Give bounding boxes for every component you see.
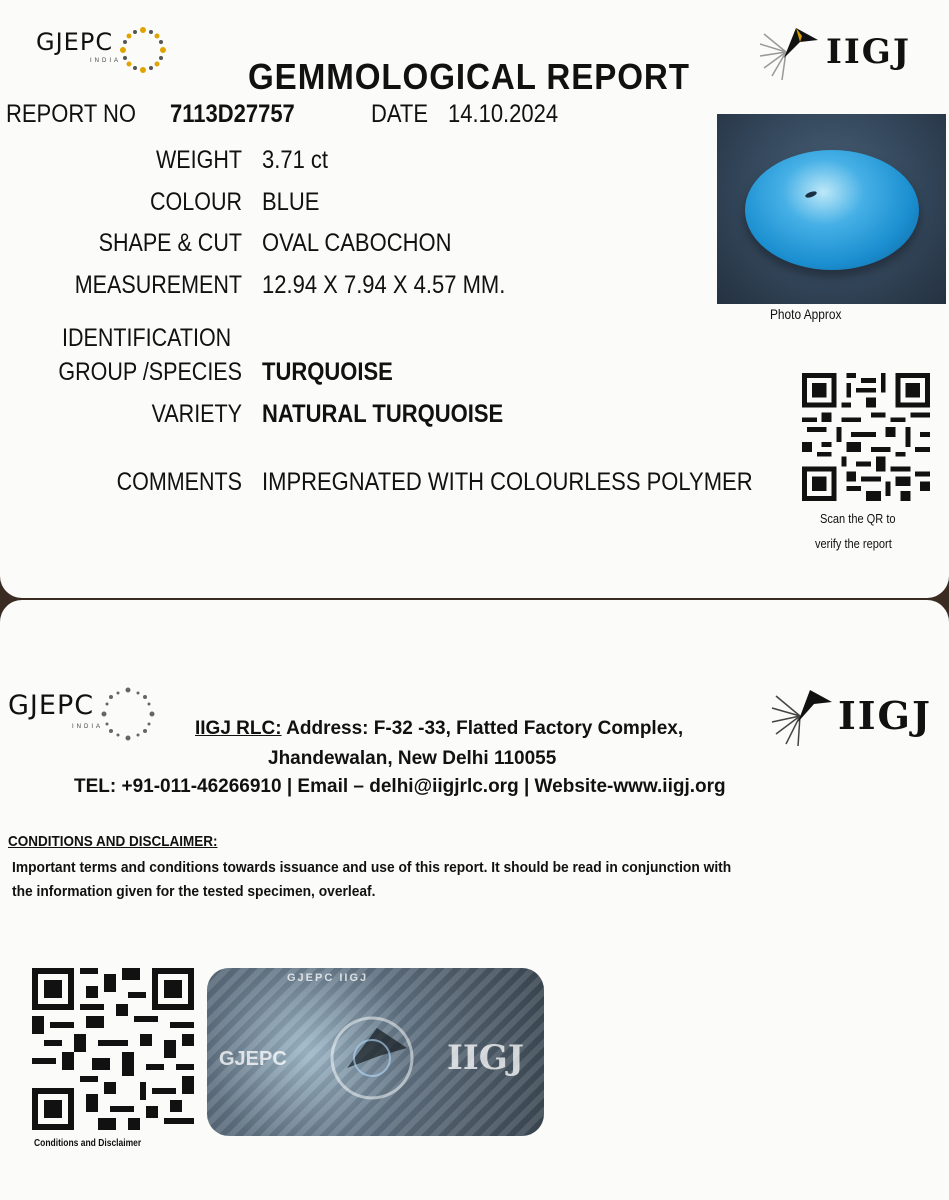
- identification-label: IDENTIFICATION: [62, 324, 232, 352]
- iigj-logo: [756, 22, 911, 82]
- report-no-value: 7113D27757: [170, 100, 295, 128]
- colour-label: COLOUR: [150, 188, 242, 216]
- hologram-text-right: IIGJ: [447, 1038, 524, 1078]
- gjepc-logo-back-subtext: INDIA: [72, 724, 104, 730]
- conditions-text-line1: Important terms and conditions towards issuance and use of this report. It should be read in conjunction with: [12, 859, 732, 876]
- variety-value: NATURAL TURQUOISE: [262, 400, 504, 428]
- address-line-2: Jhandewalan, New Delhi 110055: [268, 748, 557, 769]
- gemstone-photo: [717, 114, 946, 304]
- photo-caption: Photo Approx: [770, 306, 842, 322]
- comments-label: COMMENTS: [116, 468, 242, 496]
- report-title: GEMMOLOGICAL REPORT: [248, 56, 690, 97]
- turquoise-stone-image: [745, 150, 919, 270]
- colour-value: BLUE: [262, 188, 320, 216]
- report-no-label: REPORT NO: [6, 100, 136, 128]
- qr-caption-line1: Scan the QR to: [820, 511, 896, 526]
- security-hologram: [207, 968, 544, 1136]
- date-value: 14.10.2024: [448, 100, 559, 128]
- gjepc-logo-back: [8, 690, 158, 744]
- conditions-title: CONDITIONS AND DISCLAIMER:: [8, 833, 218, 850]
- measurement-value: 12.94 X 7.94 X 4.57 MM.: [262, 271, 506, 299]
- gjepc-logo-subtext: INDIA: [90, 58, 122, 64]
- gjepc-logo: [36, 28, 169, 76]
- hologram-emblem-icon: [317, 1008, 427, 1108]
- address-line-1: [195, 718, 683, 740]
- hologram-text-left: GJEPC: [219, 1048, 287, 1070]
- measurement-label: MEASUREMENT: [74, 271, 242, 299]
- group-species-value: TURQUOISE: [262, 358, 393, 386]
- conditions-qr-caption: Conditions and Disclaimer: [34, 1138, 142, 1149]
- gjepc-logo-back-text: GJEPC: [8, 690, 95, 721]
- report-front-card: [0, 0, 949, 598]
- address-label: IIGJ RLC:: [195, 718, 282, 739]
- date-label: DATE: [371, 100, 429, 128]
- variety-label: VARIETY: [151, 400, 242, 428]
- comments-value: IMPREGNATED WITH COLOURLESS POLYMER: [262, 468, 753, 496]
- shape-cut-label: SHAPE & CUT: [98, 229, 242, 257]
- shape-cut-value: OVAL CABOCHON: [262, 229, 452, 257]
- qr-caption-line2: verify the report: [815, 536, 892, 551]
- weight-label: WEIGHT: [156, 146, 242, 174]
- conditions-qr-code[interactable]: [32, 968, 194, 1130]
- iigj-logo-back: [768, 682, 932, 748]
- contact-line: TEL: +91-011-46266910 | Email – delhi@iigjrlc.org | Website-www.iigj.org: [74, 776, 726, 797]
- gjepc-sunburst-icon: [117, 24, 169, 76]
- group-species-label: GROUP /SPECIES: [58, 358, 243, 386]
- gjepc-logo-text: GJEPC: [36, 28, 114, 56]
- address-text-1: Address: F-32 -33, Flatted Factory Complex,: [281, 718, 684, 739]
- conditions-text-line2: the information given for the tested specimen, overleaf.: [12, 883, 376, 900]
- iigj-arrow-back-icon: [768, 682, 834, 748]
- iigj-logo-back-text: IIGJ: [838, 692, 932, 738]
- iigj-logo-text: IIGJ: [826, 32, 911, 72]
- weight-value: 3.71 ct: [262, 146, 329, 174]
- gjepc-sunburst-back-icon: [98, 684, 158, 744]
- iigj-arrow-icon: [756, 22, 822, 82]
- hologram-text-top: GJEPC IIGJ: [287, 972, 369, 984]
- verify-qr-code[interactable]: [801, 373, 931, 501]
- report-back-card: [0, 600, 949, 1200]
